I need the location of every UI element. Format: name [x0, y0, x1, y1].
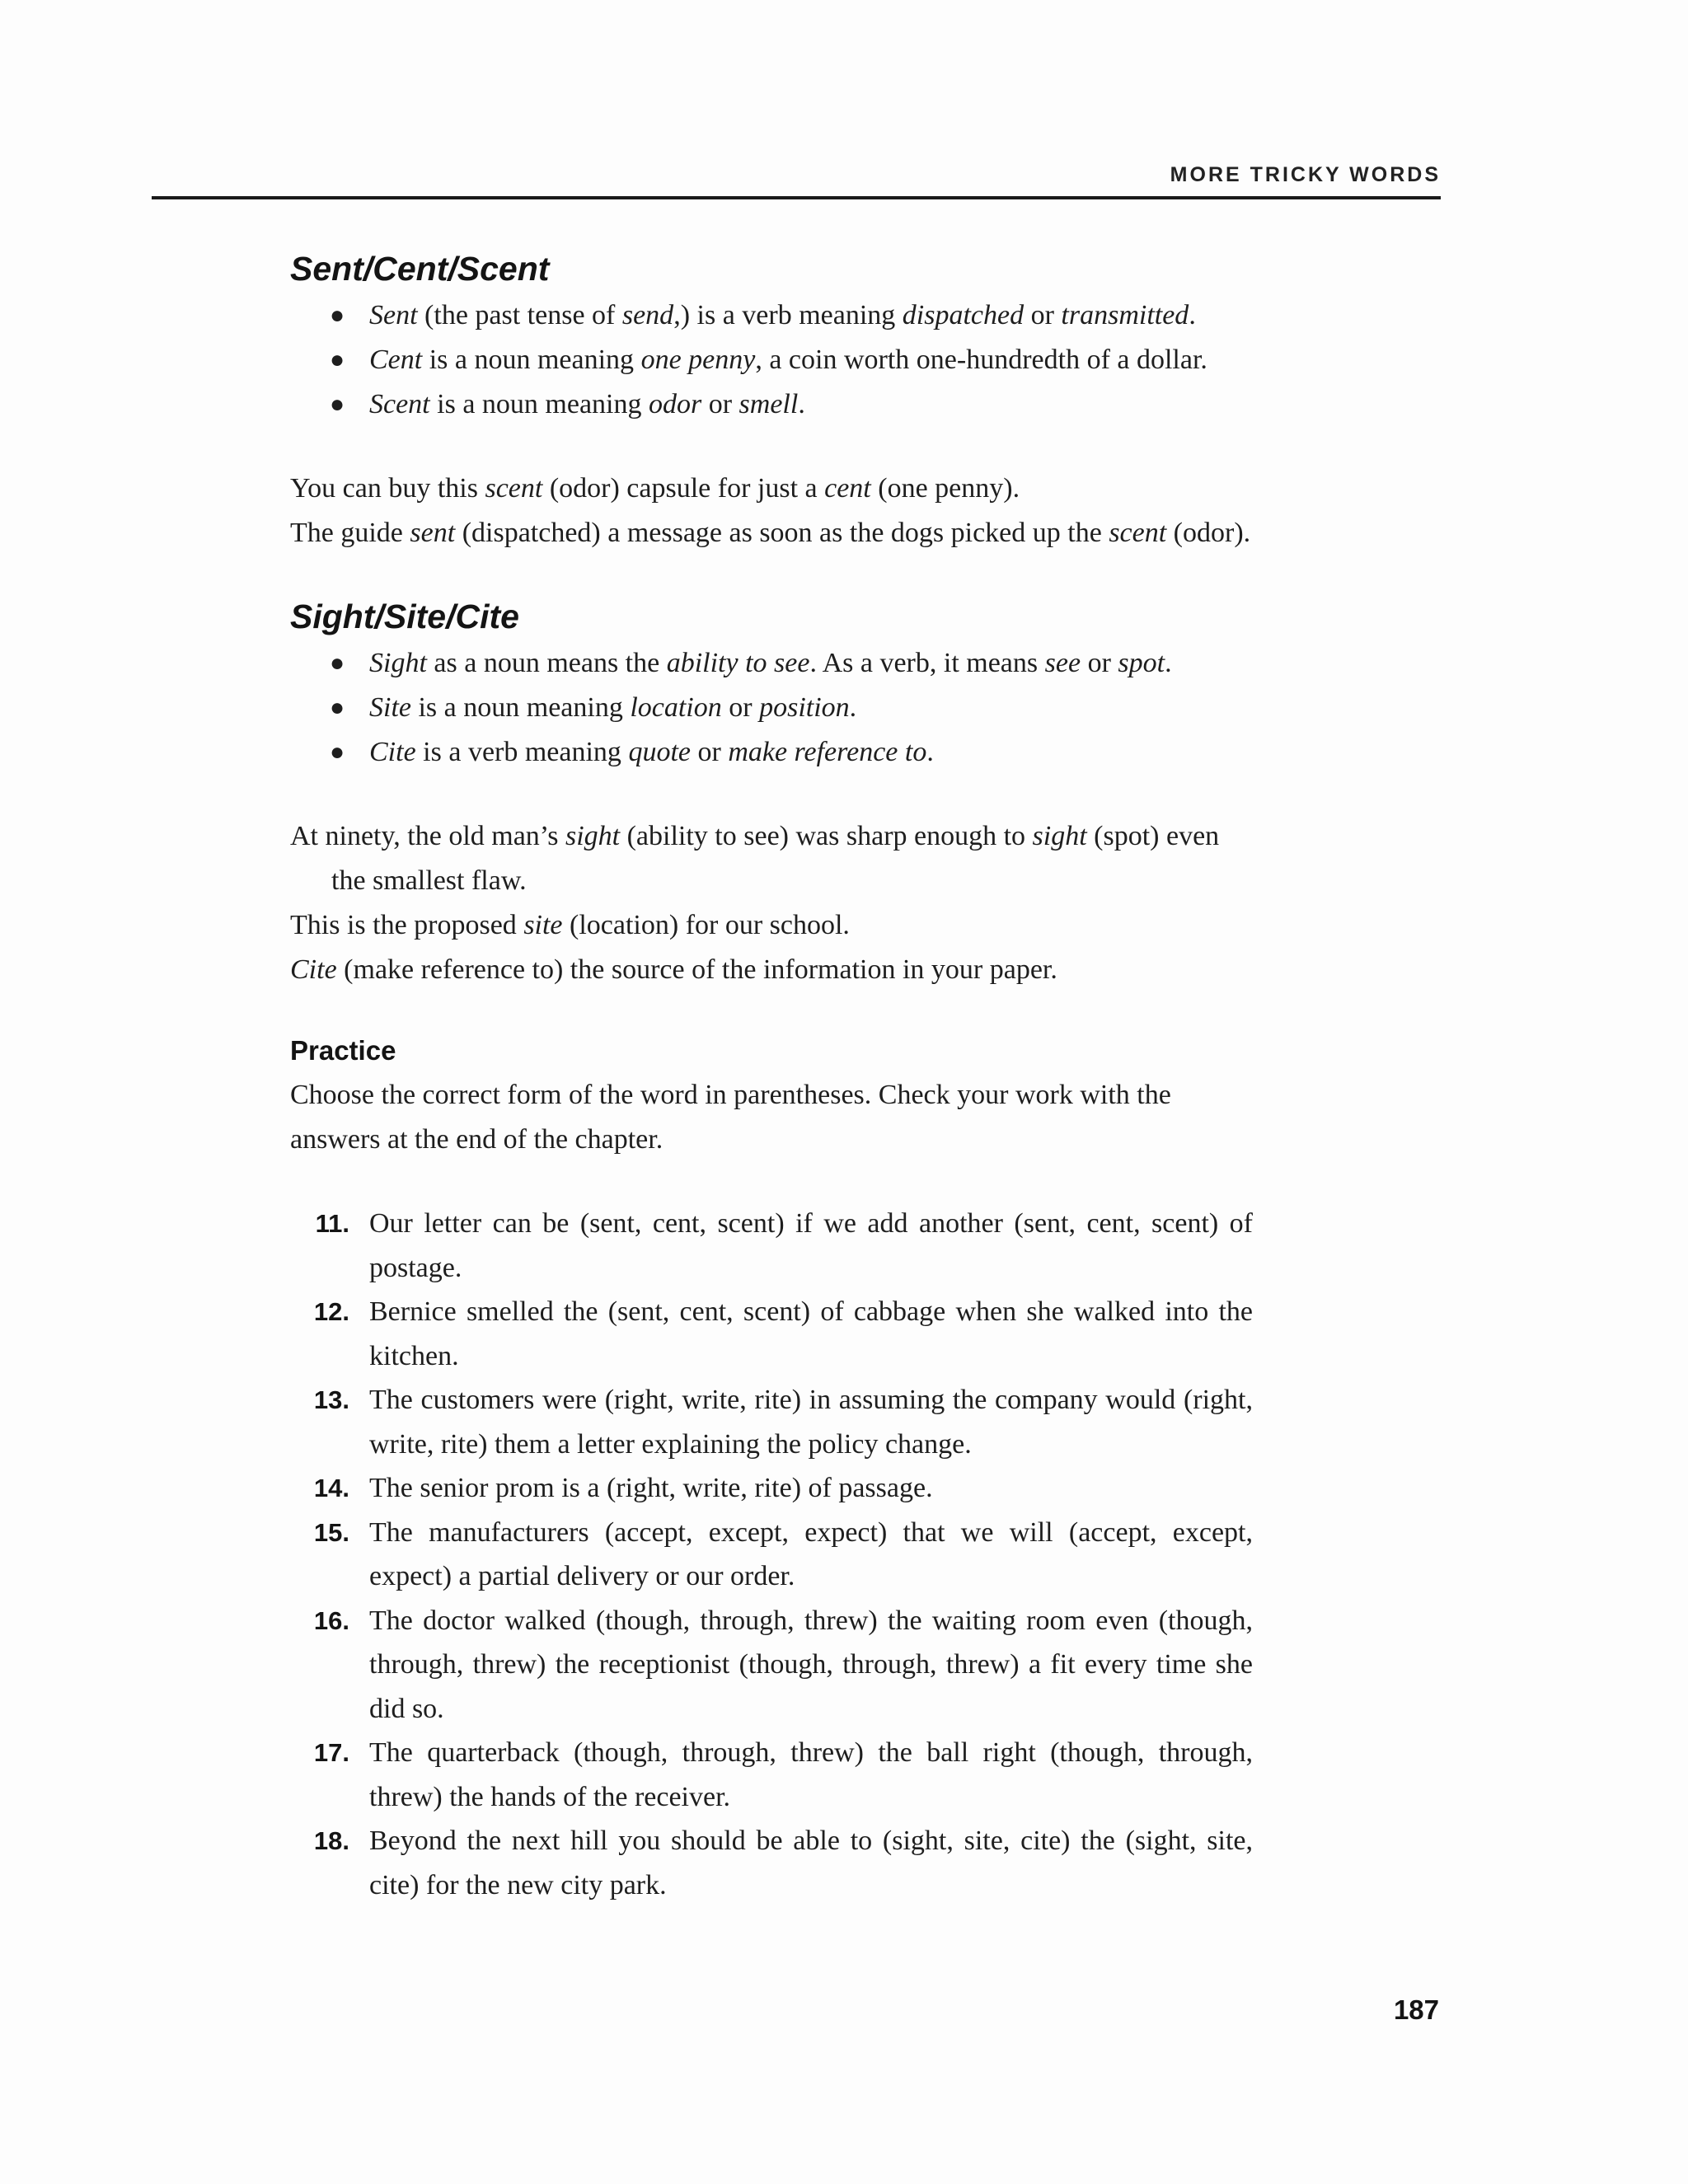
item-text: Beyond the next hill you should be able to (sight, site, cite) the (sight, site, cite) for the new city park. — [369, 1825, 1253, 1900]
bullet-icon: ● — [330, 391, 345, 418]
item-number: 17. — [313, 1738, 349, 1767]
item-text: The doctor walked (though, through, threw) the waiting room even (though, through, threw) the receptionist (though, through, threw) a fit every time she did so. — [369, 1605, 1253, 1724]
definition-list — [290, 641, 1253, 775]
definition-bullet: ● Cite is a verb meaning quote or make reference to. — [290, 730, 1253, 775]
running-head: MORE TRICKY WORDS — [1170, 163, 1441, 186]
practice-item — [290, 1599, 1253, 1732]
bullet-icon: ● — [330, 346, 345, 373]
item-number: 13. — [313, 1385, 349, 1414]
practice-items — [290, 1202, 1253, 1907]
item-text: The manufacturers (accept, except, expect) that we will (accept, except, expect) a partial delivery or our order. — [369, 1516, 1253, 1591]
item-text: The customers were (right, write, rite) in assuming the company would (right, write, rite) them a letter explaining the policy change. — [369, 1385, 1253, 1460]
item-number: 15. — [313, 1517, 349, 1547]
item-number: 16. — [313, 1605, 349, 1635]
section-title: Sent/Cent/Scent — [290, 250, 550, 288]
example-sentence: Cite (make reference to) the source of the information in your paper. — [290, 954, 1057, 985]
definition-bullet: ● Sent (the past tense of send,) is a verb meaning dispatched or transmitted. — [290, 293, 1253, 338]
definition-bullet: ● Sight as a noun means the ability to see. As a verb, it means see or spot. — [290, 641, 1253, 686]
definition-list — [290, 293, 1253, 427]
practice-instructions: Choose the correct form of the word in parentheses. Check your work with the answers at the end of the chapter. — [290, 1080, 1171, 1155]
bullet-icon: ● — [330, 302, 345, 329]
section-sent-cent-scent — [290, 244, 1253, 555]
practice-item — [290, 1202, 1253, 1290]
item-text: The quarterback (though, through, threw) the ball right (though, through, threw) the hands of the receiver. — [369, 1737, 1253, 1812]
practice-item — [290, 1511, 1253, 1599]
page-content — [290, 244, 1253, 1907]
definition-bullet: ● Scent is a noun meaning odor or smell. — [290, 382, 1253, 427]
section-sight-site-cite — [290, 592, 1253, 992]
practice-item — [290, 1731, 1253, 1819]
example-sentence: At ninety, the old man’s sight (ability to see) was sharp enough to sight (spot) even the smallest flaw. — [290, 821, 1220, 896]
item-number: 18. — [313, 1826, 349, 1855]
item-text: Our letter can be (sent, cent, scent) if we add another (sent, cent, scent) of postage. — [369, 1208, 1253, 1283]
bullet-icon: ● — [330, 694, 345, 721]
definition-bullet: ● Site is a noun meaning location or position. — [290, 686, 1253, 730]
example-list — [290, 466, 1253, 555]
practice-item — [290, 1290, 1253, 1378]
bullet-icon: ● — [330, 649, 345, 677]
practice-item — [290, 1819, 1253, 1907]
item-number: 14. — [313, 1474, 349, 1502]
item-text: The senior prom is a (right, write, rite) of passage. — [369, 1473, 933, 1503]
definition-bullet: ● Cent is a noun meaning one penny, a coin worth one-hundredth of a dollar. — [290, 338, 1253, 382]
practice-item — [290, 1466, 1253, 1511]
practice-item — [290, 1378, 1253, 1466]
example-sentence: The guide sent (dispatched) a message as soon as the dogs picked up the scent (odor). — [290, 518, 1251, 548]
item-number: 11. — [315, 1209, 349, 1238]
example-sentence: This is the proposed site (location) for our school. — [290, 910, 850, 940]
practice-section — [290, 1029, 1253, 1907]
item-number: 12. — [313, 1297, 349, 1326]
example-list — [290, 814, 1253, 992]
header-rule — [152, 196, 1441, 199]
practice-heading: Practice — [290, 1035, 396, 1066]
item-text: Bernice smelled the (sent, cent, scent) of cabbage when she walked into the kitchen. — [369, 1296, 1253, 1371]
bullet-icon: ● — [330, 738, 345, 766]
example-sentence: You can buy this scent (odor) capsule for just a cent (one penny). — [290, 473, 1020, 504]
section-title: Sight/Site/Cite — [290, 598, 519, 635]
page-number: 187 — [1393, 1994, 1439, 2025]
